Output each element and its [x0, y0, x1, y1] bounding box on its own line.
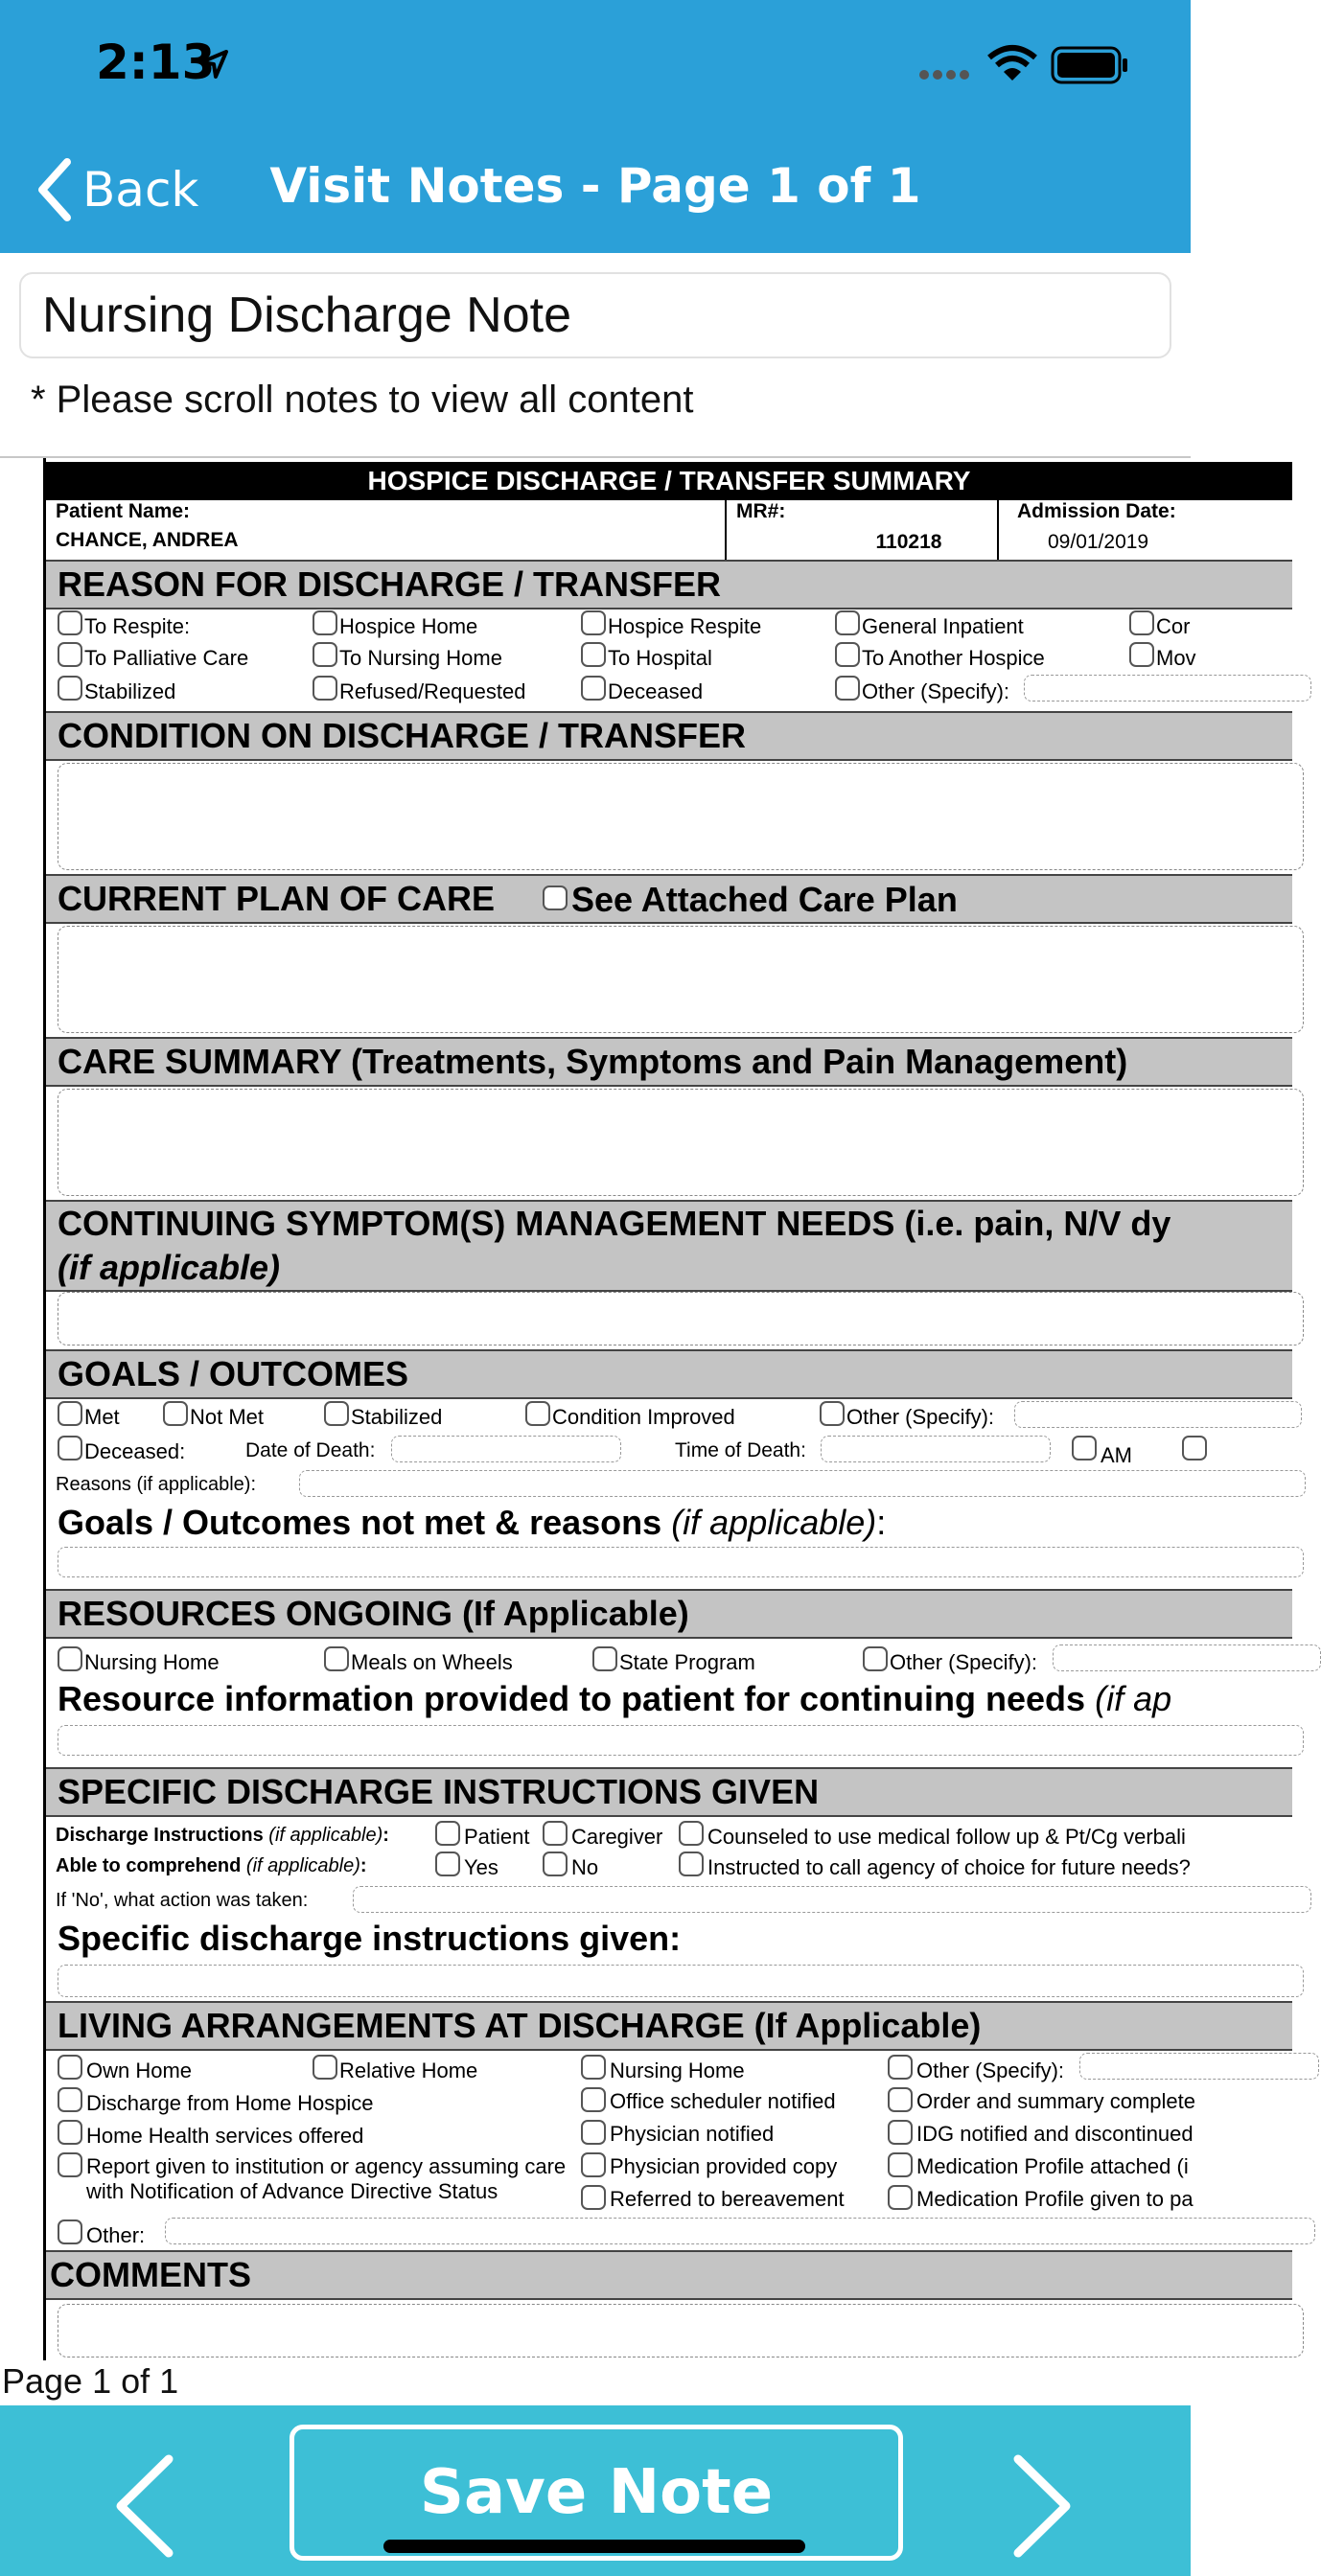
checkbox-label: Yes [464, 1855, 498, 1879]
checkbox-label: Office scheduler notified [610, 2089, 836, 2113]
mr-label: MR#: [736, 500, 786, 522]
resource-info-bold: Resource information provided to patient for continuing needs [58, 1679, 1086, 1718]
reasons-label: Reasons (if applicable): [56, 1474, 256, 1495]
checkbox[interactable] [835, 676, 860, 701]
living-other-field[interactable] [1079, 2053, 1319, 2080]
checkbox-label: Home Health services offered [86, 2124, 364, 2148]
checkbox[interactable] [581, 676, 606, 701]
checkbox[interactable] [58, 642, 82, 667]
checkbox-label: Not Met [190, 1405, 265, 1429]
checkbox[interactable] [581, 2087, 606, 2112]
di-colon: : [382, 1825, 389, 1846]
wifi-icon [987, 44, 1037, 82]
checkbox[interactable] [581, 2152, 606, 2177]
checkbox[interactable] [679, 1852, 704, 1876]
checkbox-label: Own Home [86, 2058, 193, 2082]
location-arrow-icon [197, 48, 230, 80]
divider [997, 500, 999, 560]
am-checkbox[interactable] [1072, 1436, 1097, 1460]
reasons-field[interactable] [299, 1470, 1306, 1497]
pm-checkbox[interactable] [1182, 1436, 1207, 1460]
checkbox[interactable] [820, 1401, 845, 1426]
condition-text-area[interactable] [58, 763, 1304, 870]
checkbox-label: To Nursing Home [339, 646, 502, 670]
resources-other-field[interactable] [1053, 1644, 1321, 1671]
checkbox-label: Nursing Home [84, 1650, 220, 1674]
checkbox[interactable] [313, 642, 337, 667]
time-of-death-field[interactable] [821, 1436, 1051, 1462]
resource-info-heading [58, 1679, 1171, 1719]
checkbox-label: Relative Home [339, 2058, 478, 2082]
checkbox[interactable] [835, 642, 860, 667]
checkbox-label: Other (Specify): [862, 679, 1010, 703]
checkbox[interactable] [581, 642, 606, 667]
form-header: HOSPICE DISCHARGE / TRANSFER SUMMARY [46, 462, 1292, 500]
note-document-viewer[interactable] [0, 458, 1196, 2363]
checkbox-label: Report given to institution or agency assuming care [86, 2154, 567, 2178]
checkbox[interactable] [592, 1646, 617, 1671]
checkbox[interactable] [58, 2220, 82, 2244]
checkbox-label: Referred to bereavement [610, 2187, 845, 2211]
checkbox-label: Other (Specify): [846, 1405, 995, 1429]
continuing-title: CONTINUING SYMPTOM(S) MANAGEMENT NEEDS (i.e. pain, N/V dy [58, 1204, 1171, 1243]
instructions-given-field[interactable] [58, 1965, 1304, 1997]
checkbox[interactable] [543, 1821, 568, 1846]
save-note-button[interactable]: Save Note [290, 2425, 903, 2561]
top-bar [0, 0, 1191, 253]
continuing-subtitle: (if applicable) [58, 1248, 281, 1287]
care-summary-text-area[interactable] [58, 1089, 1304, 1196]
am-label: AM [1101, 1443, 1132, 1467]
able-italic: (if applicable) [245, 1855, 360, 1876]
time-of-death-label: Time of Death: [675, 1439, 806, 1461]
checkbox-label: Other (Specify): [916, 2058, 1065, 2082]
instructions-given-heading: Specific discharge instructions given: [58, 1919, 682, 1958]
section-care-summary: CARE SUMMARY (Treatments, Symptoms and Pain Management) [46, 1037, 1292, 1087]
mr-value: 110218 [875, 531, 942, 553]
if-no-label: If 'No', what action was taken: [56, 1890, 309, 1911]
scroll-hint: * Please scroll notes to view all content [31, 379, 694, 421]
section-living: LIVING ARRANGEMENTS AT DISCHARGE (If Applicable) [46, 2001, 1292, 2051]
note-title-field[interactable]: Nursing Discharge Note [19, 272, 1171, 358]
resource-info-italic: (if ap [1095, 1679, 1172, 1718]
patient-name-label: Patient Name: [56, 500, 191, 522]
able-to-comprehend-label [56, 1855, 367, 1877]
checkbox-label: To Another Hospice [862, 646, 1045, 670]
checkbox-label: Physician notified [610, 2122, 775, 2146]
patient-name: CHANCE, ANDREA [56, 529, 239, 551]
section-reason: REASON FOR DISCHARGE / TRANSFER [46, 560, 1292, 610]
checkbox[interactable] [435, 1852, 460, 1876]
chevron-right-icon[interactable] [997, 2453, 1083, 2559]
battery-icon [1051, 46, 1129, 84]
checkbox[interactable] [543, 1852, 568, 1876]
checkbox-label: Cor [1156, 614, 1191, 638]
see-attached-label: See Attached Care Plan [571, 880, 958, 919]
section-condition: CONDITION ON DISCHARGE / TRANSFER [46, 711, 1292, 761]
back-label: Back [82, 162, 199, 218]
checkbox-label: Physician provided copy [610, 2154, 838, 2178]
checkbox-label: Refused/Requested [339, 679, 526, 703]
checkbox-label: Patient [464, 1825, 530, 1849]
checkbox[interactable] [1129, 642, 1154, 667]
checkbox[interactable] [525, 1401, 550, 1426]
goals-not-met-bold: Goals / Outcomes not met & reasons [58, 1503, 662, 1542]
checkbox[interactable] [679, 1821, 704, 1846]
checkbox-label: No [571, 1855, 599, 1879]
date-of-death-label: Date of Death: [245, 1439, 376, 1461]
checkbox-label: Medication Profile attached (i [916, 2154, 1189, 2178]
checkbox[interactable] [324, 1401, 349, 1426]
checkbox[interactable] [888, 2185, 913, 2210]
checkbox-label: Mov [1156, 646, 1196, 670]
checkbox-label: Stabilized [351, 1405, 443, 1429]
checkbox[interactable] [163, 1401, 188, 1426]
checkbox[interactable] [58, 2087, 82, 2112]
checkbox-label: State Program [619, 1650, 755, 1674]
goals-not-met-heading [58, 1503, 886, 1543]
checkbox-label: To Palliative Care [84, 646, 249, 670]
checkbox[interactable] [313, 2055, 337, 2080]
able-colon: : [359, 1855, 367, 1876]
section-resources: RESOURCES ONGOING (If Applicable) [46, 1589, 1292, 1639]
goals-not-met-field[interactable] [58, 1547, 1304, 1577]
checkbox[interactable] [1129, 610, 1154, 635]
plan-text-area[interactable] [58, 926, 1304, 1033]
chevron-left-icon[interactable] [104, 2453, 190, 2559]
di-italic: (if applicable) [268, 1825, 383, 1846]
checkbox-label: Deceased: [84, 1439, 186, 1463]
checkbox[interactable] [58, 1401, 82, 1426]
discharge-form [43, 458, 1289, 2360]
page-indicator: Page 1 of 1 [2, 2361, 179, 2401]
divider [725, 500, 727, 560]
checkbox[interactable] [888, 2120, 913, 2145]
checkbox[interactable] [863, 1646, 888, 1671]
checkbox-label: Hospice Respite [608, 614, 762, 638]
checkbox[interactable] [58, 1646, 82, 1671]
goals-not-met-colon: : [876, 1503, 887, 1542]
di-label: Discharge Instructions [56, 1825, 264, 1846]
checkbox-label: Other (Specify): [890, 1650, 1038, 1674]
other-specify-field[interactable] [1024, 675, 1311, 702]
comments-text-area[interactable] [58, 2304, 1304, 2358]
checkbox-label: Condition Improved [552, 1405, 735, 1429]
checkbox[interactable] [58, 2120, 82, 2145]
section-comments: COMMENTS [46, 2250, 1292, 2300]
plan-title: CURRENT PLAN OF CARE [58, 879, 495, 918]
living-other-text-field[interactable] [165, 2218, 1315, 2244]
checkbox-label: Stabilized [84, 679, 176, 703]
discharge-instructions-label [56, 1825, 389, 1847]
goals-not-met-italic: (if applicable) [671, 1503, 877, 1542]
checkbox-label: Caregiver [571, 1825, 663, 1849]
checkbox-label: Order and summary complete [916, 2089, 1195, 2113]
checkbox-label-continued: with Notification of Advance Directive Status [86, 2179, 498, 2203]
checkbox[interactable] [58, 2055, 82, 2080]
checkbox-label: Instructed to call agency of choice for future needs? [707, 1855, 1191, 1879]
checkbox[interactable] [581, 2120, 606, 2145]
checkbox-label: Met [84, 1405, 120, 1429]
section-goals: GOALS / OUTCOMES [46, 1349, 1292, 1399]
checkbox-label: Medication Profile given to pa [916, 2187, 1194, 2211]
if-no-field[interactable] [353, 1886, 1311, 1913]
checkbox[interactable] [58, 2152, 82, 2177]
see-attached-checkbox[interactable] [543, 886, 568, 910]
status-time: 2:13 [96, 34, 216, 90]
page-title: Visit Notes - Page 1 of 1 [269, 158, 921, 214]
section-continuing [46, 1200, 1292, 1292]
checkbox[interactable] [58, 610, 82, 635]
checkbox[interactable] [581, 2185, 606, 2210]
checkbox[interactable] [888, 2087, 913, 2112]
checkbox-label: Deceased [608, 679, 704, 703]
checkbox-label: General Inpatient [862, 614, 1024, 638]
resource-info-field[interactable] [58, 1725, 1304, 1756]
checkbox-label: Other: [86, 2223, 146, 2247]
checkbox[interactable] [313, 610, 337, 635]
checkbox[interactable] [581, 610, 606, 635]
home-indicator [383, 2540, 805, 2553]
checkbox-label: IDG notified and discontinued [916, 2122, 1194, 2146]
checkbox[interactable] [888, 2152, 913, 2177]
signal-icon [918, 69, 976, 80]
admission-value: 09/01/2019 [1048, 531, 1149, 553]
checkbox-label: To Respite: [84, 614, 191, 638]
checkbox[interactable] [58, 1436, 82, 1460]
checkbox[interactable] [58, 676, 82, 701]
date-of-death-field[interactable] [391, 1436, 621, 1462]
section-instructions: SPECIFIC DISCHARGE INSTRUCTIONS GIVEN [46, 1767, 1292, 1817]
checkbox[interactable] [888, 2055, 913, 2080]
checkbox[interactable] [581, 2055, 606, 2080]
checkbox[interactable] [313, 676, 337, 701]
checkbox[interactable] [435, 1821, 460, 1846]
admission-label: Admission Date: [1017, 500, 1176, 522]
checkbox[interactable] [324, 1646, 349, 1671]
checkbox-label: Hospice Home [339, 614, 478, 638]
checkbox-label: Counseled to use medical follow up & Pt/Cg verbali [707, 1825, 1186, 1849]
checkbox-label: Nursing Home [610, 2058, 745, 2082]
able-label: Able to comprehend [56, 1855, 242, 1876]
checkbox[interactable] [835, 610, 860, 635]
checkbox-label: Discharge from Home Hospice [86, 2091, 374, 2115]
goals-other-field[interactable] [1014, 1401, 1302, 1428]
checkbox-label: Meals on Wheels [351, 1650, 513, 1674]
checkbox-label: To Hospital [608, 646, 712, 670]
continuing-text-area[interactable] [58, 1292, 1304, 1346]
